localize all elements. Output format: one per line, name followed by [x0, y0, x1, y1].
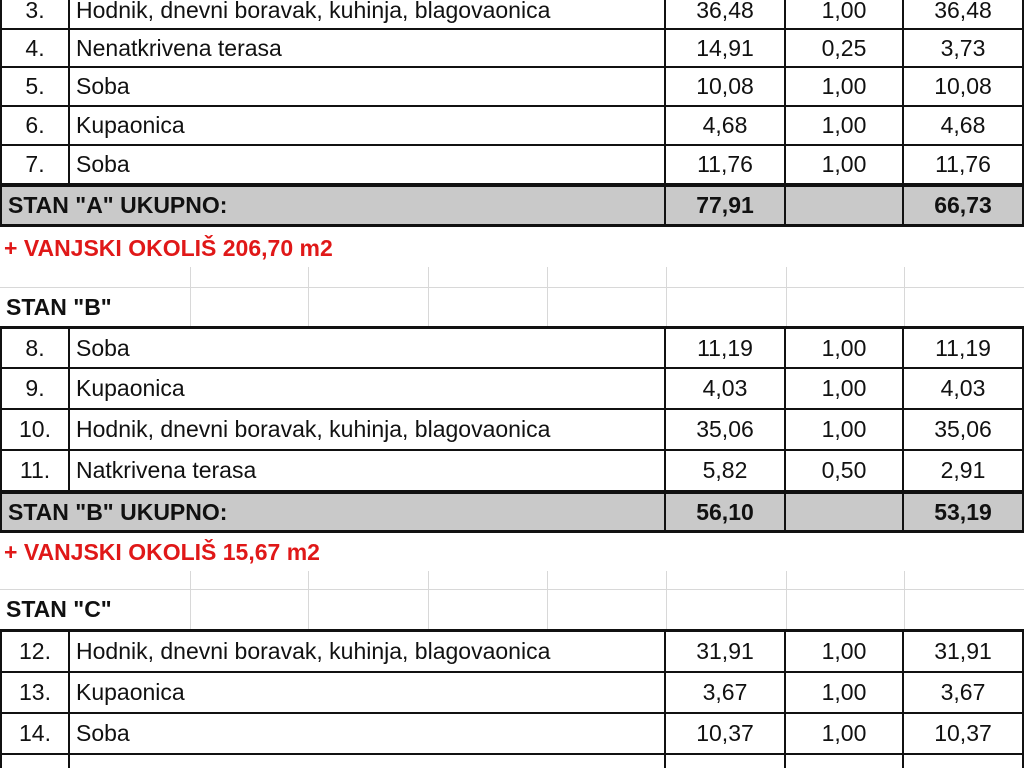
room-net-area: 10,37: [904, 714, 1024, 755]
outdoor-area-text: + VANJSKI OKOLIŠ 15,67 m2: [4, 538, 320, 565]
apartment-header: STAN "B": [6, 293, 112, 320]
room-coefficient: 1,00: [786, 369, 904, 410]
table-row: [0, 30, 1024, 68]
total-area: 77,91: [666, 185, 786, 227]
room-area: 3,67: [666, 673, 786, 714]
row-number: 5.: [0, 68, 70, 107]
room-net-area: 10,08: [904, 68, 1024, 107]
table-row: [0, 369, 1024, 410]
room-net-area: 31,91: [904, 632, 1024, 673]
room-area: 10,37: [666, 714, 786, 755]
total-net-area: 53,19: [904, 492, 1024, 533]
room-coefficient: 1,00: [786, 329, 904, 369]
table-row: [0, 68, 1024, 107]
table-row: [0, 632, 1024, 673]
table-row: [0, 146, 1024, 185]
room-area: 11,19: [666, 329, 786, 369]
row-number: 8.: [0, 329, 70, 369]
room-area: 14,91: [666, 30, 786, 68]
room-area: 35,06: [666, 410, 786, 451]
room-coefficient: 1,00: [786, 68, 904, 107]
table-row: [0, 451, 1024, 492]
room-net-area: 11,19: [904, 329, 1024, 369]
total-row: [0, 185, 1024, 227]
empty-grid-row: [0, 571, 1024, 590]
room-net-area: 3,67: [904, 673, 1024, 714]
row-number: 13.: [0, 673, 70, 714]
total-area: 56,10: [666, 492, 786, 533]
table-row: [0, 714, 1024, 755]
empty-grid-row: [0, 267, 1024, 288]
row-number: 9.: [0, 369, 70, 410]
room-name: Kupaonica: [70, 673, 666, 714]
room-net-area: 4,68: [904, 107, 1024, 146]
table-row: [0, 0, 1024, 30]
outdoor-area-note: [0, 533, 1024, 571]
row-number: 4.: [0, 30, 70, 68]
room-name: Kupaonica: [70, 107, 666, 146]
room-area: 11,76: [666, 146, 786, 185]
row-number-empty: [0, 755, 70, 768]
room-coefficient-empty: [786, 755, 904, 768]
room-net-area: 36,48: [904, 0, 1024, 30]
room-name: Soba: [70, 714, 666, 755]
row-number: 12.: [0, 632, 70, 673]
room-area: 4,03: [666, 369, 786, 410]
total-label: STAN "B" UKUPNO:: [0, 492, 666, 533]
room-name: Soba: [70, 329, 666, 369]
table-row: [0, 410, 1024, 451]
total-net-area: 66,73: [904, 185, 1024, 227]
room-area: 4,68: [666, 107, 786, 146]
room-net-area: 2,91: [904, 451, 1024, 492]
outdoor-area-text: + VANJSKI OKOLIŠ 206,70 m2: [4, 234, 333, 261]
table-row: [0, 673, 1024, 714]
room-coefficient: 1,00: [786, 714, 904, 755]
room-coefficient: 1,00: [786, 673, 904, 714]
room-name: Soba: [70, 68, 666, 107]
room-net-area: 3,73: [904, 30, 1024, 68]
total-label: STAN "A" UKUPNO:: [0, 185, 666, 227]
room-area: 31,91: [666, 632, 786, 673]
room-name-empty: [70, 755, 666, 768]
room-coefficient: 0,25: [786, 30, 904, 68]
room-area: 5,82: [666, 451, 786, 492]
total-row: [0, 492, 1024, 533]
table-row: [0, 329, 1024, 369]
room-area: 10,08: [666, 68, 786, 107]
row-number: 14.: [0, 714, 70, 755]
room-name: Hodnik, dnevni boravak, kuhinja, blagovaonica: [70, 0, 666, 30]
room-area-empty: [666, 755, 786, 768]
room-coefficient: 1,00: [786, 0, 904, 30]
row-number: 10.: [0, 410, 70, 451]
table-row-cut-off: [0, 755, 1024, 768]
room-net-area: 4,03: [904, 369, 1024, 410]
room-coefficient: 1,00: [786, 146, 904, 185]
room-name: Natkrivena terasa: [70, 451, 666, 492]
room-name: Hodnik, dnevni boravak, kuhinja, blagovaonica: [70, 410, 666, 451]
room-net-area: 35,06: [904, 410, 1024, 451]
room-area: 36,48: [666, 0, 786, 30]
room-coefficient: 1,00: [786, 107, 904, 146]
row-number: 3.: [0, 0, 70, 30]
room-name: Hodnik, dnevni boravak, kuhinja, blagovaonica: [70, 632, 666, 673]
row-number: 7.: [0, 146, 70, 185]
table-row: [0, 107, 1024, 146]
room-coefficient: 1,00: [786, 410, 904, 451]
total-coefficient-empty: [786, 185, 904, 227]
apartment-header-row: [0, 287, 1024, 327]
row-number: 6.: [0, 107, 70, 146]
apartment-header: STAN "C": [6, 596, 112, 622]
room-name: Nenatkrivena terasa: [70, 30, 666, 68]
total-coefficient-empty: [786, 492, 904, 533]
room-name: Kupaonica: [70, 369, 666, 410]
room-net-area: 11,76: [904, 146, 1024, 185]
room-coefficient: 1,00: [786, 632, 904, 673]
room-net-area-empty: [904, 755, 1024, 768]
room-name: Soba: [70, 146, 666, 185]
apartment-header-row: [0, 589, 1024, 630]
outdoor-area-note: [0, 229, 1024, 267]
room-coefficient: 0,50: [786, 451, 904, 492]
row-number: 11.: [0, 451, 70, 492]
